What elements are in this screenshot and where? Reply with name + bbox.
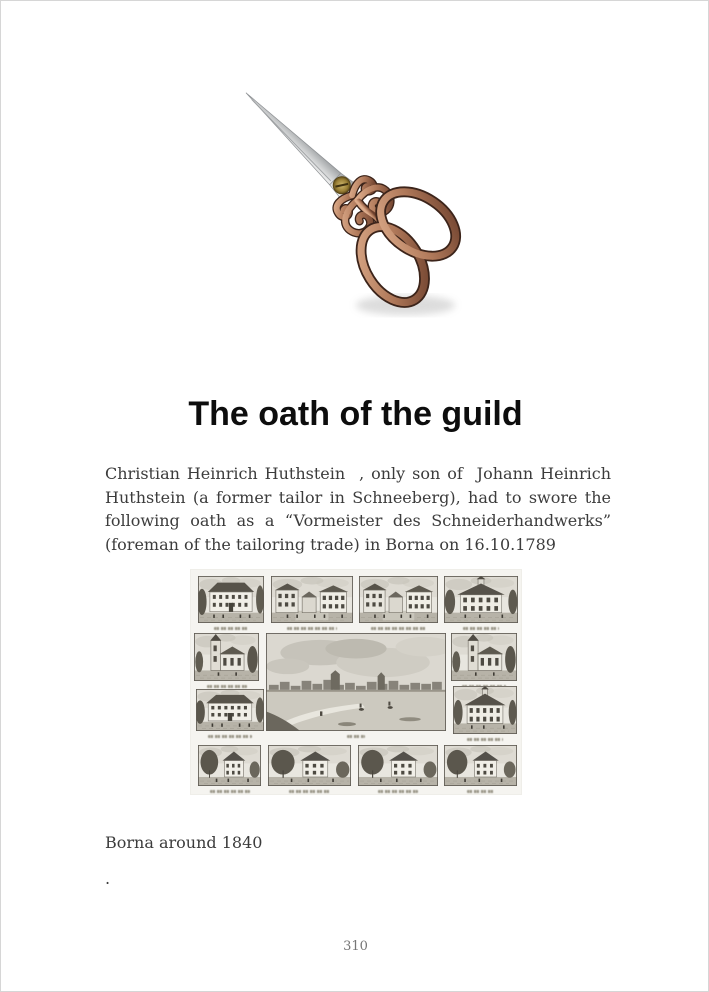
vignette-caption <box>463 627 499 630</box>
vignette-caption <box>347 735 365 738</box>
vignette-caption <box>207 685 247 688</box>
vignette-caption <box>210 790 250 793</box>
image-caption: Borna around 1840 <box>105 833 263 852</box>
vignette-caption <box>467 790 495 793</box>
vignette-caption <box>214 627 248 630</box>
collage-vignette <box>198 745 261 786</box>
collage-vignette <box>444 745 517 786</box>
collage-vignette <box>194 633 259 681</box>
collage-vignette <box>453 686 517 734</box>
collage-vignette <box>451 633 517 681</box>
borna-collage-image <box>191 570 521 794</box>
vignette-caption <box>378 790 418 793</box>
body-paragraph: Christian Heinrich Huthstein , only son of Johann Heinrich Huthstein (a former tailor in Schneeberg), had to swore the following oath as a “Vormeister des Schneiderhandwerks” (foreman of the tailoring trade) in Borna on 16.10.1789 <box>105 464 611 554</box>
collage-panorama <box>266 633 446 731</box>
vignette-caption <box>289 790 331 793</box>
collage-vignette <box>444 576 518 623</box>
collage-vignette <box>196 689 264 731</box>
collage-vignette <box>271 576 353 623</box>
scissors-image <box>221 64 491 334</box>
collage-vignette <box>198 576 264 623</box>
trailing-period: . <box>105 869 111 888</box>
page-title: The oath of the guild <box>188 395 523 433</box>
page-number: 310 <box>343 939 368 954</box>
vignette-caption <box>467 738 503 741</box>
collage-vignette <box>359 576 438 623</box>
collage-vignette <box>358 745 438 786</box>
collage-vignette <box>268 745 351 786</box>
vignette-caption <box>208 735 252 738</box>
vignette-caption <box>371 627 427 630</box>
vignette-caption <box>287 627 337 630</box>
